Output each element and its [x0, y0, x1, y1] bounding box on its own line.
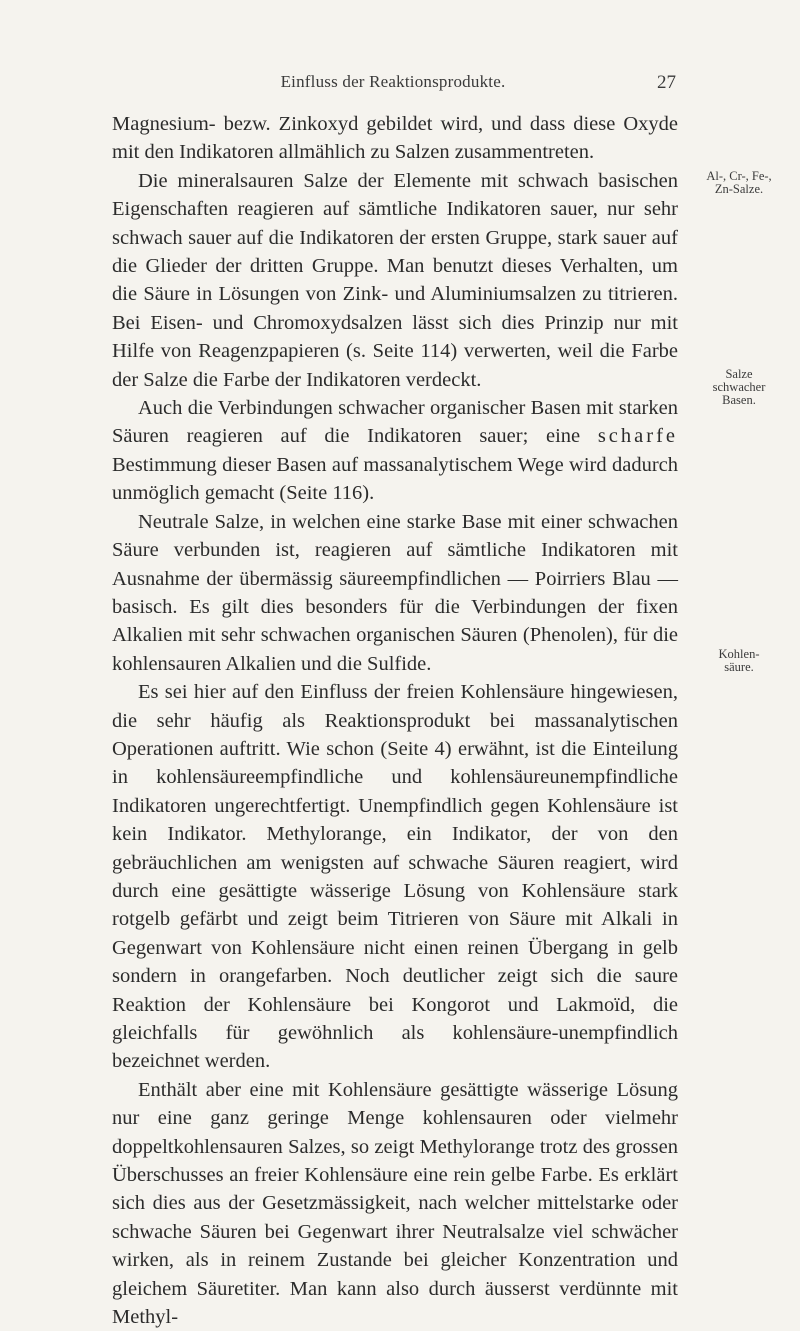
- margin-note-salts: [684, 170, 794, 196]
- margin-note-line: Basen.: [722, 393, 756, 407]
- margin-note-line: schwacher: [712, 380, 766, 394]
- margin-note-line: Kohlen-: [718, 647, 760, 661]
- margin-note-line: säure.: [724, 660, 754, 674]
- page-number: 27: [657, 72, 676, 93]
- paragraph: Magnesium- bezw. Zinkoxyd gebildet wird, und dass diese Oxyde mit den Indikatoren allmählich zu Salzen zusammentreten.: [112, 113, 678, 164]
- running-title: Einfluss der Reaktionsprodukte.: [280, 72, 506, 91]
- emphasized-word: scharfe: [597, 425, 678, 448]
- paragraph: [112, 394, 678, 508]
- paragraph-text: Auch die Verbindungen schwacher organischer Basen mit starken Säuren reagieren auf die Indikatoren sauer; eine: [112, 397, 678, 448]
- paragraph: Neutrale Salze, in welchen eine starke Base mit einer schwachen Säure verbunden ist, reagieren auf sämtliche Indikatoren mit Ausnahme der übermässig säureempfindlichen — Poirriers Blau — basisch. Es gilt dies besonders für die Verbindungen der fixen Alkalien mit sehr schwachen organischen Säuren (Phenolen), für die kohlensauren Alkalien und die Sulfide.: [112, 510, 678, 675]
- margin-note-line: Salze: [725, 367, 753, 381]
- margin-note-line: Al-, Cr-, Fe-,: [706, 169, 772, 183]
- paragraph: Enthält aber eine mit Kohlensäure gesättigte wässerige Lösung nur eine ganz geringe Menge kohlensauren oder vielmehr doppeltkohlensauren Salzes, so zeigt Methylorange trotz des grossen Überschusses an freier Kohlensäure eine rein gelbe Farbe. Es erklärt sich dies aus der Gesetzmässigkeit, nach welcher mittelstarke oder schwache Säuren bei Gegenwart ihrer Neutralsalze viel schwächer wirken, als in reinem Zustande bei gleicher Konzentration und gleichem Säuretiter. Man kann also durch äusserst verdünnte mit Methyl-: [112, 1078, 678, 1329]
- running-head: [118, 72, 676, 94]
- margin-note-weak-bases: [684, 368, 794, 407]
- margin-note-line: Zn-Salze.: [714, 182, 764, 196]
- paragraph: Die mineralsauren Salze der Elemente mit schwach basischen Eigenschaften reagieren auf sämtliche Indikatoren sauer, nur sehr schwach sauer auf die Indikatoren der ersten Gruppe, stark sauer auf die Glieder der dritten Gruppe. Man benutzt dieses Verhalten, um die Säure in Lösungen von Zink- und Aluminiumsalzen zu titrieren. Bei Eisen- und Chromoxydsalzen lässt sich dies Prinzip nur mit Hilfe von Reagenzpapieren (s. Seite 114) verwerten, weil die Farbe der Salze die Farbe der Indikatoren verdeckt.: [112, 169, 678, 391]
- paragraph-text: Bestimmung dieser Basen auf massanalytischem Wege wird dadurch unmöglich gemacht (Seite 116).: [112, 453, 678, 505]
- paragraph: Es sei hier auf den Einfluss der freien Kohlensäure hingewiesen, die sehr häufig als Reaktionsprodukt bei massanalytischen Operationen auftritt. Wie schon (Seite 4) erwähnt, ist die Einteilung in kohlensäureempfindliche und kohlensäureunempfindliche Indikatoren ungerechtfertigt. Unempfindlich gegen Kohlensäure ist kein Indikator. Methylorange, ein Indikator, der von den gebräuchlichen am wenigsten auf schwache Säuren reagiert, wird durch eine gesättigte wässerige Lösung von Kohlensäure stark rotgelb gefärbt und zeigt beim Titrieren von Säure mit Alkali in Gegenwart von Kohlensäure nicht einen reinen Übergang in gelb sondern in orangefarben. Noch deutlicher zeigt sich die saure Reaktion der Kohlensäure bei Kongorot und Lakmoïd, die gleichfalls für gewöhnlich als kohlensäure-unempfindlich bezeichnet werden.: [112, 681, 678, 1073]
- body-text: [112, 110, 678, 1331]
- margin-note-carbonic-acid: [684, 648, 794, 674]
